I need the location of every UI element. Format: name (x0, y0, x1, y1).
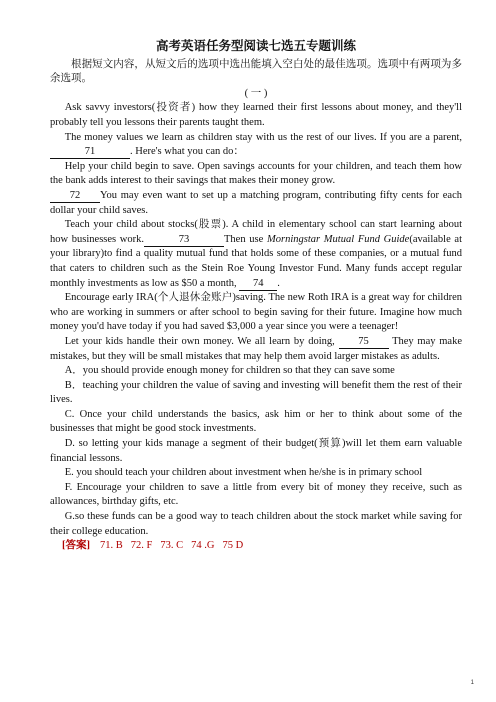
paragraph-text: . Here's what you can do： (130, 146, 244, 158)
paragraph-text: Let your kids handle their own money. We all learn by doing, (64, 335, 335, 347)
option-a: A．you should provide enough money for children so that they can save some (64, 365, 395, 377)
answer-item: 74 .G (191, 540, 215, 552)
section-label: ( 一 ) (244, 88, 268, 100)
page-number: 1 (470, 680, 474, 686)
option-d: D. so letting your kids manage a segment of their budget(预算)will let them earn valuable financial lessons. (50, 438, 462, 464)
paragraph-text: Teach your child about stocks(股票). A child in elementary school can start learning about how businesses work. (50, 219, 462, 245)
passage-paragraph-4 (50, 189, 462, 218)
document-content (50, 36, 462, 554)
instructions: 根据短文内容，从短文后的选项中选出能填入空白处的最佳选项。选项中有两项为多余选项。 (50, 59, 462, 85)
answer-label: [答案] (62, 540, 90, 552)
answer-key (50, 539, 462, 554)
blank-74: 74 (239, 278, 277, 291)
answer-item: 71. B (100, 540, 123, 552)
option-c: C. Once your child understands the basics, ask him or her to think about some of the businesses that might be good stock investments. (50, 408, 462, 435)
paragraph-text: They may make mistakes, but they will be small mistakes that may help them avoid larger mistakes as adults. (50, 335, 462, 362)
answer-item: 73. C (160, 540, 184, 552)
passage-paragraph-5 (50, 218, 462, 291)
blank-72: 72 (50, 190, 100, 203)
answer-item: 72. F (130, 540, 153, 552)
passage-paragraph-3: Help your child begin to save. Open savings accounts for your children, and teach them how the bank adds interest to their savings that makes their money grow. (50, 160, 462, 187)
passage-paragraph-7 (50, 335, 462, 364)
option-f: F. Encourage your children to save a little from every bit of money they receive, such as allowances, birthday gifts, etc. (50, 481, 462, 508)
blank-71: 71 (50, 146, 130, 159)
page-title: 高考英语任务型阅读七选五专题训练 (155, 38, 356, 53)
book-title: Morningstar Mutual Fund Guide (267, 233, 410, 245)
passage-paragraph-2 (50, 131, 462, 160)
option-e: E. you should teach your children about investment when he/she is in primary school (64, 467, 423, 479)
paragraph-text: . (277, 277, 280, 289)
passage-paragraph-6: Encourage early IRA(个人退休金账户)saving. The new Roth IRA is a great way for children who are working in summers or after school to begin saving for their future. Imagine how much money you'd have today if you had saved $3,000 a year since you were a teenager! (50, 292, 462, 333)
paragraph-text: You may even want to set up a matching program, contributing fifty cents for each dollar your child saves. (50, 189, 462, 216)
paragraph-text: The money values we learn as children stay with us the rest of our lives. If you are a parent, (64, 131, 462, 143)
paragraph-text: (available at your library)to find a quality mutual fund that holds some of these companies, or a mutual fund that caters to children such as the Stein Roe Young Investor Fund. Many funds accept regular monthly investments as low as $50 a month, (50, 233, 463, 289)
passage-paragraph-1: Ask savvy investors(投资者) how they learned their first lessons about money, and they'll probably tell you lessons their parents taught them. (50, 102, 462, 128)
paragraph-text: Then use (224, 233, 264, 245)
blank-75: 75 (339, 336, 389, 349)
blank-73: 73 (144, 234, 224, 247)
answer-item: 75 D (222, 540, 244, 552)
option-b: B．teaching your children the value of saving and investing will benefit them the rest of their lives. (50, 379, 462, 406)
option-g: G.so these funds can be a good way to teach children about the stock market while saving for their college education. (50, 511, 462, 537)
